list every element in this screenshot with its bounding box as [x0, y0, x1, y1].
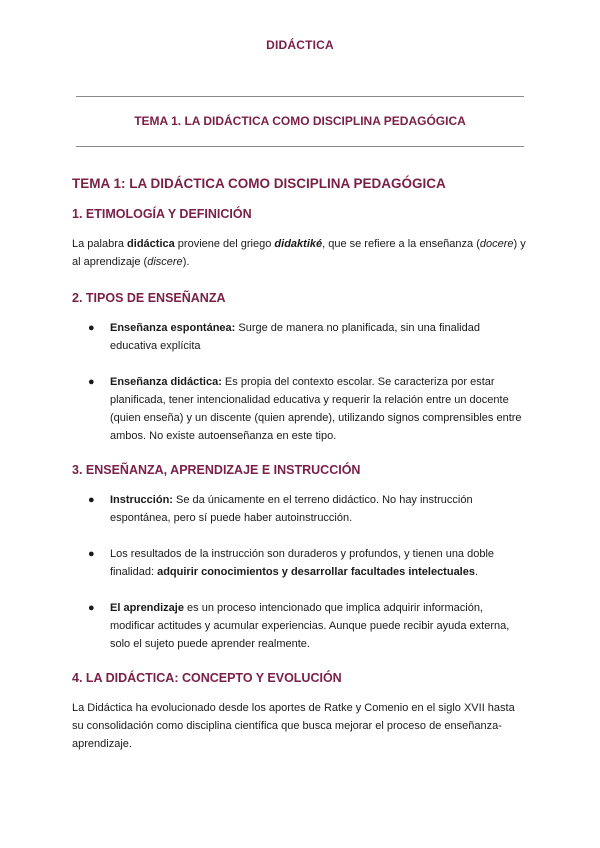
bullet-label: Enseñanza espontánea: [110, 322, 236, 334]
list-item [72, 545, 528, 581]
bullet-text: Se da únicamente en el terreno didáctico. No hay instrucción espontánea, pero sí puede haber autoinstrucción. [110, 494, 473, 524]
list-item [72, 373, 528, 445]
bullet-text: es un proceso intencionado que implica adquirir información, modificar actitudes y acumular experiencias. Aunque puede recibir ayuda externa, solo el sujeto puede aprender realmente. [110, 602, 510, 650]
bullet-icon: ● [88, 322, 95, 334]
main-heading: TEMA 1: LA DIDÁCTICA COMO DISCIPLINA PEDAGÓGICA [72, 176, 446, 191]
bullet-label: El aprendizaje [110, 602, 184, 614]
bottom-divider [76, 146, 524, 147]
text-run: ). [182, 256, 190, 268]
bullet-icon: ● [88, 494, 95, 506]
text-run: , que se refiere a la enseñanza ( [322, 238, 480, 250]
paragraph-etimologia [72, 235, 528, 271]
bullet-text: Surge de manera no planificada, sin una finalidad educativa explícita [110, 322, 480, 352]
bullet-label: Instrucción: [110, 494, 173, 506]
bullet-icon: ● [88, 602, 95, 614]
list-item [72, 491, 528, 527]
section-heading-concepto: 4. LA DIDÁCTICA: CONCEPTO Y EVOLUCIÓN [72, 671, 342, 685]
latin-term-discere: discere [147, 256, 183, 268]
bullet-icon: ● [88, 376, 95, 388]
bullet-text: Los resultados de la instrucción son duraderos y profundos, y tienen una doble finalidad: [110, 548, 495, 578]
text-run: proviene del griego [174, 238, 275, 250]
greek-term-didaktike: didaktiké [274, 238, 323, 250]
document-body [72, 176, 528, 773]
section-heading-instruccion: 3. ENSEÑANZA, APRENDIZAJE E INSTRUCCIÓN [72, 463, 361, 477]
bullet-text-end: . [474, 566, 479, 578]
bold-term-didactica: didáctica [127, 238, 175, 250]
top-divider [76, 96, 524, 97]
latin-term-docere: docere [479, 238, 514, 250]
bullet-label: Enseñanza didáctica: [110, 376, 222, 388]
list-item [72, 319, 528, 355]
bullet-bold-phrase: adquirir conocimientos y desarrollar facultades intelectuales [157, 566, 475, 578]
section-heading-etimologia: 1. ETIMOLOGÍA Y DEFINICIÓN [72, 207, 252, 221]
topic-banner: TEMA 1. LA DIDÁCTICA COMO DISCIPLINA PEDAGÓGICA [134, 114, 466, 128]
list-item [72, 599, 528, 653]
text-run: La palabra [72, 238, 128, 250]
paragraph-concepto: La Didáctica ha evolucionado desde los aportes de Ratke y Comenio en el siglo XVII hasta su consolidación como disciplina científica que busca mejorar el proceso de enseñanza-aprendizaje. [72, 702, 515, 750]
list-instruccion [72, 491, 528, 653]
bullet-icon: ● [88, 548, 95, 560]
bullet-text: Es propia del contexto escolar. Se caracteriza por estar planificada, tener intencionalidad educativa y requerir la relación entre un docente (quien enseña) y un discente (quien aprende), utilizando signos comprensibles entre ambos. No existe autoenseñanza en este tipo. [110, 376, 522, 442]
document-title: DIDÁCTICA [266, 38, 334, 52]
section-heading-tipos: 2. TIPOS DE ENSEÑANZA [72, 291, 226, 305]
text-run: ) y al aprendizaje ( [72, 238, 526, 268]
list-tipos [72, 319, 528, 445]
